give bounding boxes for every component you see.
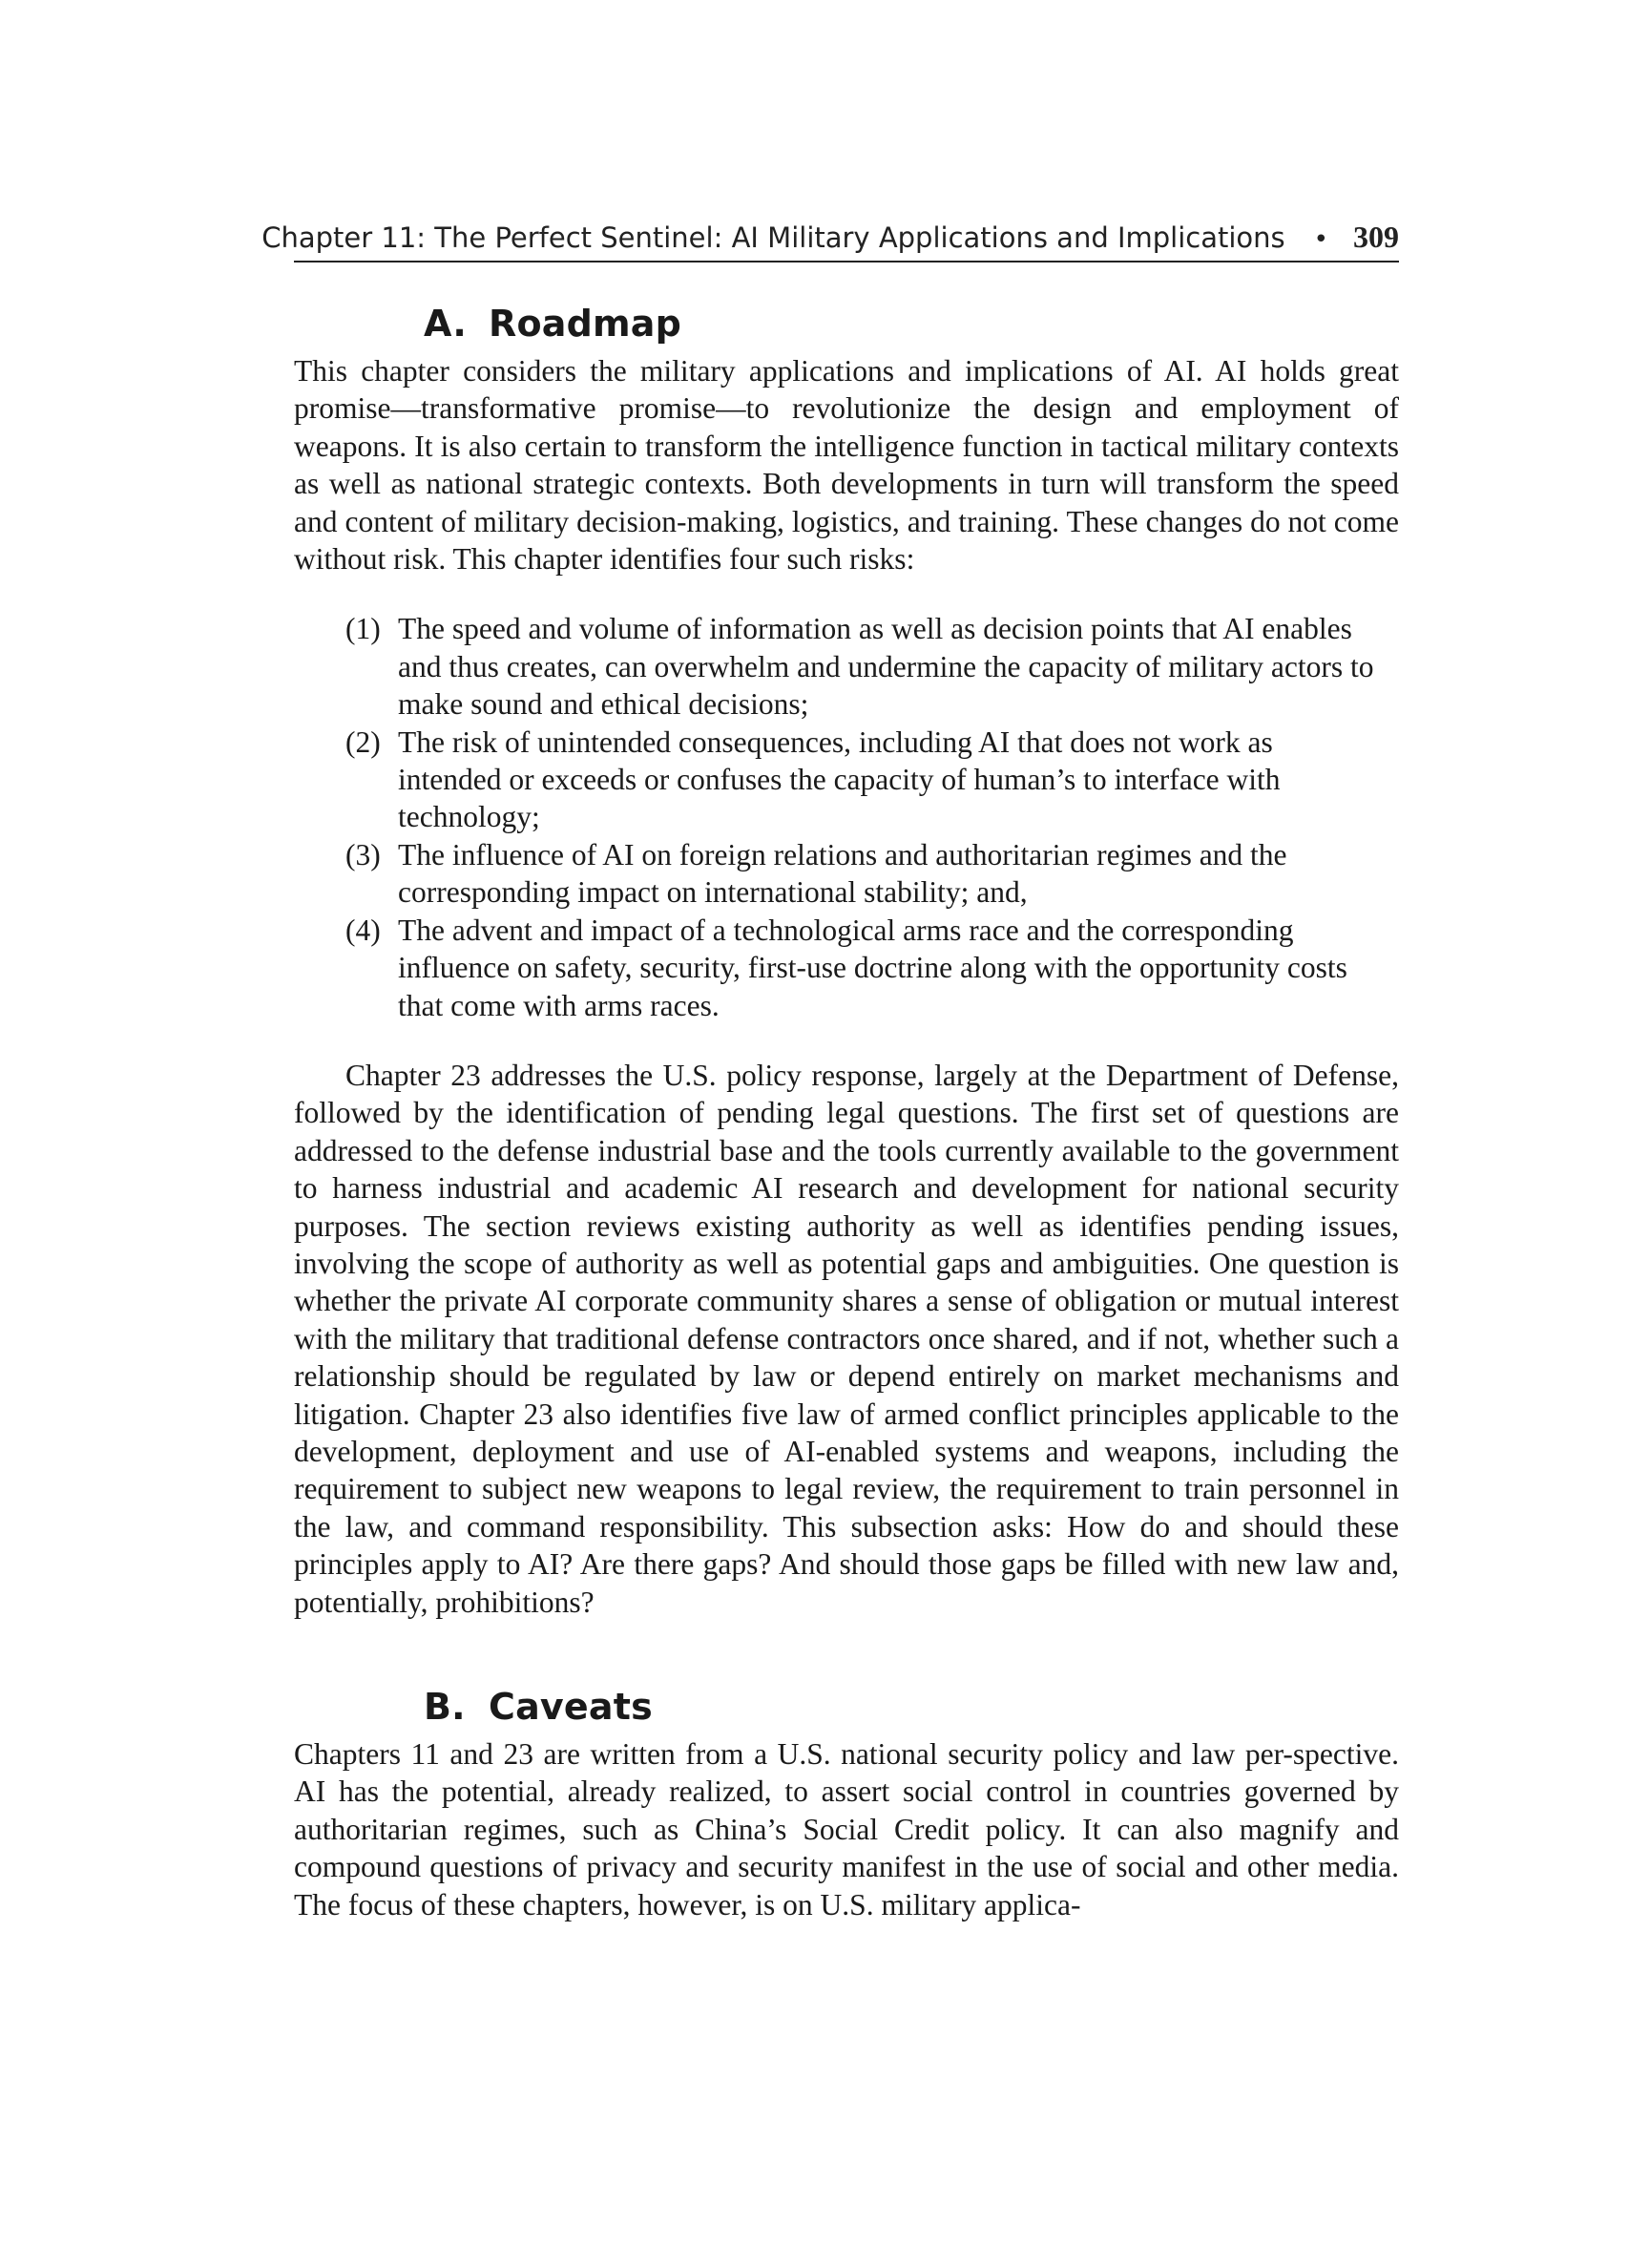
section-heading-roadmap bbox=[294, 303, 1399, 345]
section-title: Caveats bbox=[489, 1686, 653, 1728]
bullet-separator: • bbox=[1313, 225, 1328, 254]
list-item-text: The speed and volume of information as well as decision points that AI enables and thus creates, can overwhelm and undermine the capacity of military actors to make sound and ethical decisions; bbox=[398, 612, 1374, 722]
section-heading-caveats bbox=[294, 1686, 1399, 1728]
section-letter: A. bbox=[424, 303, 467, 345]
section-title: Roadmap bbox=[489, 303, 682, 345]
section-letter: B. bbox=[424, 1686, 466, 1728]
list-item-number: (4) bbox=[345, 913, 381, 947]
list-item-text: The influence of AI on foreign relations and authoritarian regimes and the corresponding impact on international stability; and, bbox=[398, 837, 1287, 910]
page-number: 309 bbox=[1353, 220, 1399, 254]
list-item-number: (3) bbox=[345, 837, 381, 872]
list-item bbox=[345, 912, 1380, 1024]
list-item bbox=[345, 836, 1380, 912]
roadmap-followup-paragraph: Chapter 23 addresses the U.S. policy response, largely at the Department of Defense, followed by the identification of pending legal questions. The first set of questions are addressed to the defense industrial base and the tools currently available to the government to harness industrial and academic AI research and development for national security purposes. The section reviews existing authority as well as identifies pending issues, involving the scope of authority as well as potential gaps and ambiguities. One question is whether the private AI corporate community shares a sense of obligation or mutual interest with the military that traditional defense contractors once shared, and if not, whether such a relationship should be regulated by law or depend entirely on market mechanisms and litigation. Chapter 23 also identifies five law of armed conflict principles applicable to the development, deployment and use of AI-enabled systems and weapons, including the requirement to subject new weapons to legal review, the requirement to train personnel in the law, and command responsibility. This subsection asks: How do and should these principles apply to AI? Are there gaps? And should those gaps be filled with new law and, potentially, prohibitions? bbox=[294, 1058, 1399, 1619]
list-item bbox=[345, 724, 1380, 836]
running-title: Chapter 11: The Perfect Sentinel: AI Military Applications and Implications bbox=[261, 221, 1285, 254]
list-item bbox=[345, 610, 1380, 723]
caveats-paragraph: Chapters 11 and 23 are written from a U.S. national security policy and law per-spective. AI has the potential, already realized, to assert social control in countries governed by authoritarian regimes, such as China’s Social Credit policy. It can also magnify and compound questions of privacy and security manifest in the use of social and other media. The focus of these chapters, however, is on U.S. military applica- bbox=[294, 1737, 1399, 1922]
book-page bbox=[261, 220, 1399, 1923]
list-item-text: The advent and impact of a technological arms race and the corresponding influence on safety, security, first-use doctrine along with the opportunity costs that come with arms races. bbox=[398, 913, 1347, 1022]
list-item-text: The risk of unintended consequences, including AI that does not work as intended or exceeds or confuses the capacity of human’s to interface with technology; bbox=[398, 724, 1281, 834]
list-item-number: (1) bbox=[345, 612, 381, 646]
roadmap-intro-paragraph: This chapter considers the military applications and implications of AI. AI holds great promise—transformative promise—to revolutionize the design and employment of weapons. It is also certain to transform the intelligence function in tactical military contexts as well as national strategic contexts. Both developments in turn will transform the speed and content of military decision-making, logistics, and training. These changes do not come without risk. This chapter identifies four such risks: bbox=[294, 354, 1399, 577]
risk-list bbox=[294, 610, 1399, 1023]
running-header bbox=[261, 220, 1399, 262]
list-item-number: (2) bbox=[345, 724, 381, 759]
